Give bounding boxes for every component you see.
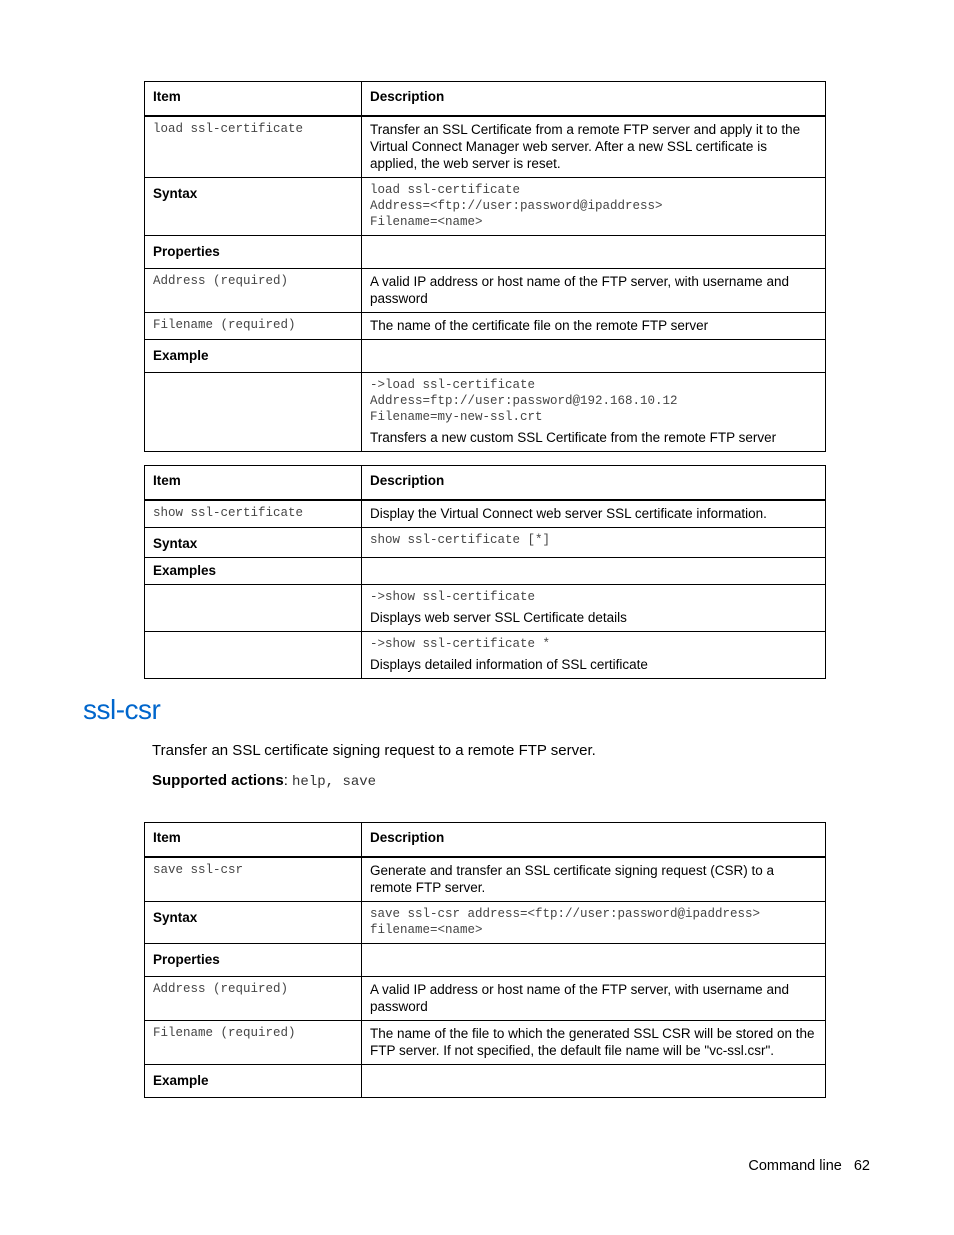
empty-cell <box>362 236 826 269</box>
supported-actions <box>152 772 376 790</box>
example-description: Transfers a new custom SSL Certificate from the remote FTP server <box>370 430 777 445</box>
empty-cell <box>362 558 826 585</box>
property-description: A valid IP address or host name of the FTP server, with username and password <box>362 269 826 313</box>
properties-label: Properties <box>145 236 362 269</box>
command-description: Display the Virtual Connect web server SSL certificate information. <box>362 500 826 528</box>
description-header: Description <box>362 82 826 117</box>
property-name: Filename (required) <box>153 1026 296 1040</box>
syntax-code: save ssl-csr address=<ftp://user:password@ipaddress> filename=<name> <box>370 907 761 937</box>
save-ssl-csr-table <box>144 822 826 1098</box>
load-ssl-certificate-table <box>144 81 826 452</box>
command-name: load ssl-certificate <box>153 122 304 136</box>
empty-cell <box>145 632 362 679</box>
section-intro: Transfer an SSL certificate signing request to a remote FTP server. <box>152 742 596 759</box>
syntax-label: Syntax <box>145 902 362 944</box>
example-code: ->load ssl-certificate Address=ftp://user:password@192.168.10.12 Filename=my-new-ssl.crt <box>370 378 678 424</box>
show-ssl-certificate-table <box>144 465 826 679</box>
command-name: show ssl-certificate <box>153 506 304 520</box>
item-header: Item <box>145 82 362 117</box>
example-label: Example <box>145 340 362 373</box>
example-description: Displays web server SSL Certificate details <box>370 610 627 625</box>
description-header: Description <box>362 823 826 858</box>
description-header: Description <box>362 466 826 501</box>
syntax-label: Syntax <box>145 178 362 236</box>
command-name: save ssl-csr <box>153 863 244 877</box>
syntax-code: load ssl-certificate Address=<ftp://user:password@ipaddress> Filename=<name> <box>370 183 663 229</box>
syntax-label: Syntax <box>145 528 362 558</box>
footer-label: Command line <box>748 1158 842 1174</box>
example-code: ->show ssl-certificate <box>370 590 536 604</box>
supported-actions-separator: : <box>283 772 293 789</box>
example-description: Displays detailed information of SSL certificate <box>370 657 648 672</box>
example-code: ->show ssl-certificate * <box>370 637 551 651</box>
property-name: Address (required) <box>153 982 289 996</box>
section-title: ssl-csr <box>83 694 161 725</box>
empty-cell <box>362 944 826 977</box>
property-description: A valid IP address or host name of the FTP server, with username and password <box>362 977 826 1021</box>
item-header: Item <box>145 823 362 858</box>
item-header: Item <box>145 466 362 501</box>
property-description: The name of the file to which the generated SSL CSR will be stored on the FTP server. If not specified, the default file name will be "vc-ssl.csr". <box>362 1021 826 1065</box>
command-description: Transfer an SSL Certificate from a remote FTP server and apply it to the Virtual Connect Manager web server. After a new SSL certificate is applied, the web server is reset. <box>362 116 826 178</box>
supported-actions-label: Supported actions <box>152 772 284 789</box>
properties-label: Properties <box>145 944 362 977</box>
property-name: Address (required) <box>153 274 289 288</box>
page-number: 62 <box>853 1158 870 1174</box>
page-footer <box>736 1158 870 1174</box>
examples-label: Examples <box>145 558 362 585</box>
syntax-code: show ssl-certificate [*] <box>370 533 551 547</box>
property-name: Filename (required) <box>153 318 296 332</box>
command-description: Generate and transfer an SSL certificate signing request (CSR) to a remote FTP server. <box>362 857 826 902</box>
empty-cell <box>362 1065 826 1098</box>
property-description: The name of the certificate file on the remote FTP server <box>362 313 826 340</box>
example-label: Example <box>145 1065 362 1098</box>
empty-cell <box>145 373 362 452</box>
empty-cell <box>145 585 362 632</box>
supported-actions-list: help, save <box>292 774 377 790</box>
empty-cell <box>362 340 826 373</box>
